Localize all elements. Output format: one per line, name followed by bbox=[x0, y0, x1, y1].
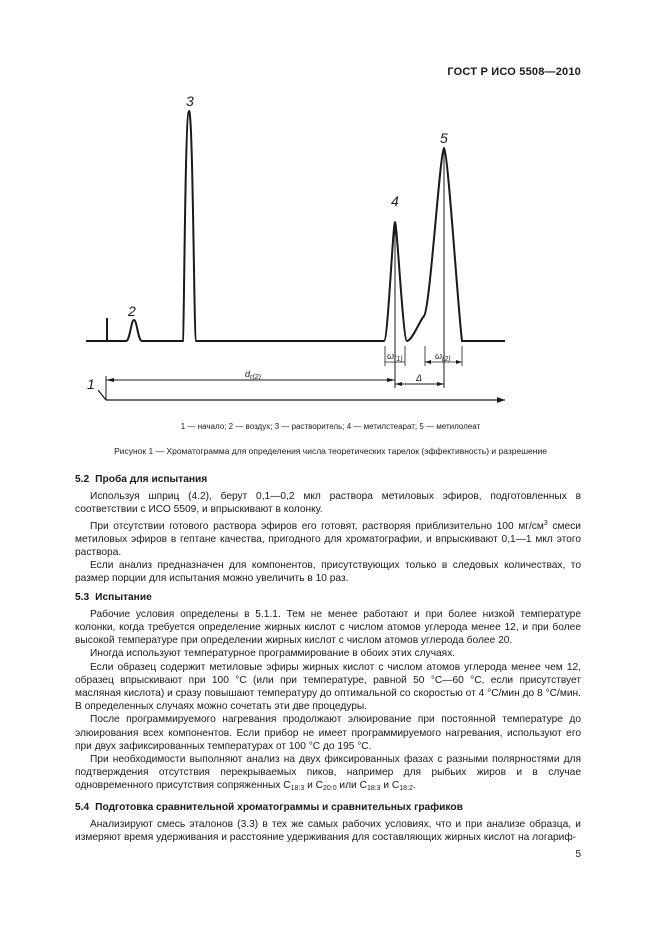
section-heading-5-4: 5.4 Подготовка сравнительной хроматограммы и сравнительных графиков bbox=[75, 801, 463, 813]
paragraph: Рабочие условия определены в 5.1.1. Тем не менее работают и при более низкой температуре колонки, когда требуется определение жирных кислот с числом атомов углерода менее 12, и при более высокой температуре при определении жирных кислот с числом атомов углерода более 20. bbox=[75, 608, 581, 647]
document-body bbox=[75, 473, 581, 844]
time-axis-arrow bbox=[497, 397, 505, 403]
peak-label-4: 4 bbox=[391, 193, 399, 209]
dim-label-delta: Δ bbox=[416, 373, 423, 383]
dim-label-w2: $\omega_{(2)}$ bbox=[435, 351, 451, 363]
figure-legend: 1 — начало; 2 — воздух; 3 — растворитель; 4 — метилстеарат; 5 — метилолеат bbox=[180, 422, 481, 431]
start-marker bbox=[98, 390, 106, 400]
peak-label-1: 1 bbox=[87, 376, 95, 392]
section-heading-5-2: 5.2 Проба для испытания bbox=[75, 474, 208, 485]
paragraph: После программируемого нагревания продолжают элюирование при постоянной температуре до элюирования всех компонентов. Если прибор не имеет программируемого нагревания, используют его при двух зафиксированных температурах от 100 °С до 195 °С. bbox=[75, 714, 581, 752]
dim-label-d: $d_{r(2)}$ bbox=[245, 369, 261, 381]
paragraph: Если анализ предназначен для компонентов, присутствующих только в следовых количествах, то размер порции для испытания можно увеличить в 10 раз. bbox=[75, 560, 581, 585]
paragraph: При необходимости выполняют анализ на двух фиксированных фазах с разными полярностями для подтверждения отсутствия перекрываемых пиков, например для рыбьих жиров и в случае одновременного присутствия сопряженных $C_{18:3}$ и $C_{20:0}$ или $C_{18:3}$ и $C_{18:2}$. bbox=[75, 754, 581, 793]
chromatogram-svg bbox=[0, 0, 661, 420]
figure-caption: Рисунок 1 — Хроматограмма для определения числа теоретических тарелок (эффективность) и разрешение bbox=[114, 446, 547, 456]
peak-label-2: 2 bbox=[128, 303, 136, 319]
chromatogram-figure bbox=[0, 0, 661, 420]
document-id-header: ГОСТ Р ИСО 5508—2010 bbox=[447, 66, 581, 78]
page-number: 5 bbox=[575, 849, 581, 860]
paragraph: Если образец содержит метиловые эфиры жирных кислот с числом атомов углерода менее чем 12, образец впрыскивают при 100 °С (или при температуре, равной 50 °С—60 °С, если присутствует масляная кислота) и сразу повышают температуру до оптимальной со скоростью от 4 °С/мин до 8 °С/мин. В определенных случаях можно сочетать эти две процедуры. bbox=[75, 661, 581, 713]
section-heading-5-3: 5.3 Испытание bbox=[75, 591, 152, 603]
peak-label-3: 3 bbox=[186, 93, 194, 109]
peak-label-5: 5 bbox=[440, 130, 448, 146]
dim-label-w1: $\omega_{(1)}$ bbox=[387, 351, 403, 363]
paragraph: Анализируют смесь эталонов (3.3) в тех же самых рабочих условиях, что и при анализе образца, и измеряют время удерживания и расстояние удерживания для составляющих жирных кислот на логариф- bbox=[75, 818, 581, 844]
paragraph: При отсутствии готового раствора эфиров его готовят, растворяя приблизительно 100 $мг/см^3$ смеси метиловых эфиров в гептане качества, пригодного для хроматографии, и впрыскивают 0,1—1 мкл этого раствора. bbox=[75, 519, 581, 559]
paragraph: Иногда используют температурное программирование в обоих этих случаях. bbox=[90, 648, 456, 660]
paragraph: Используя шприц (4.2), берут 0,1—0,2 мкл раствора метиловых эфиров, подготовленных в соответствии с ИСО 5509, и впрыскивают в колонку. bbox=[75, 491, 581, 516]
